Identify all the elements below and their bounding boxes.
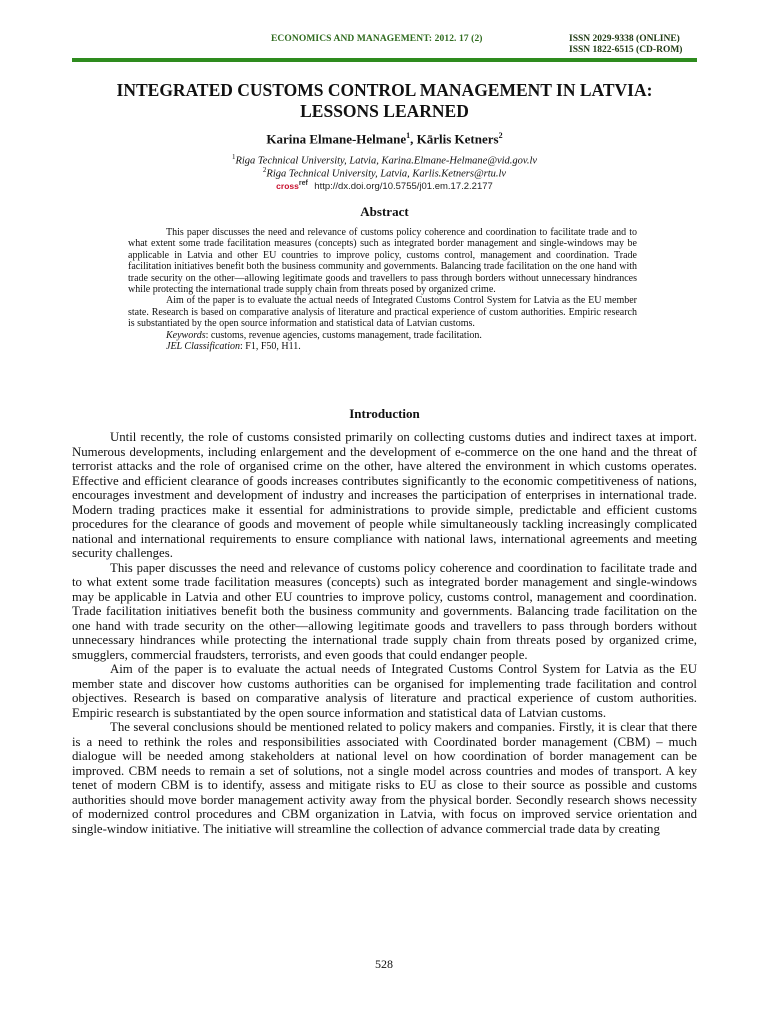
jel-text: : F1, F50, H11. bbox=[240, 341, 301, 353]
keywords-text: : customs, revenue agencies, customs management, trade facilitation. bbox=[205, 329, 482, 341]
affiliation-2 bbox=[72, 166, 697, 180]
affiliation-mark: 1 bbox=[231, 153, 236, 161]
running-header bbox=[0, 34, 768, 60]
doi-link[interactable]: http://dx.doi.org/10.5755/j01.em.17.2.2177 bbox=[314, 180, 493, 192]
author-list bbox=[72, 131, 697, 147]
abstract-paragraph: Aim of the paper is to evaluate the actual needs of Integrated Customs Control System for Latvia as the EU member state. Research is based on comparative analysis of literature and practical experience of custom authorities. Empiric research is substantiated by the open source information and statistical data of Latvian customs. bbox=[128, 295, 637, 330]
affiliation-1 bbox=[72, 153, 697, 167]
issn-cdrom: ISSN 1822-6515 (CD-ROM) bbox=[569, 45, 683, 55]
author-name: Kārlis Ketners bbox=[416, 131, 499, 147]
body-paragraph: The several conclusions should be mentioned related to policy makers and companies. Firstly, it is clear that there is a need to rethink the roles and responsibilities associated with Coordinated border management (CBM) – much dialogue will be needed among stakeholders at national level on how coordination of border management can be improved. CBM needs to remain a set of solutions, not a single model across countries and modes of transport. A key tenet of modern CBM is to identify, assess and mitigate risks to EU as close to their source as possible and customs authorities should move border management activity away from the physical border. Secondly research shows necessity of modernized control procedures and CBM organization in Latvia, with focus on improved service orientation and single-window initiative. The initiative will streamline the collection of advance commercial trade data by creating bbox=[72, 720, 697, 836]
abstract-paragraph: This paper discusses the need and relevance of customs policy coherence and coordination to facilitate trade and to what extent some trade facilitation measures (concepts) such as integrated border management and single-windows may be applicable in Latvia and other EU countries to improve policy, customs control, management and coordination. Trade facilitation initiatives benefit both the business community and governments. Balancing trade facilitation on the one hand with trade security on the other—allowing legitimate goods and travellers to pass through borders without unnecessary hindrances while protecting the international trade supply chain from threats posed by organized crime. bbox=[128, 227, 637, 296]
doi-line bbox=[72, 180, 697, 192]
author-affiliation-mark: 2 bbox=[498, 131, 503, 140]
header-rule bbox=[72, 58, 697, 62]
body-paragraph: Aim of the paper is to evaluate the actual needs of Integrated Customs Control System for Latvia as the EU member state and discover how customs authorities can be organised for implementing trade facilitation and control objectives. Research is based on comparative analysis of literature and practical experience of custom authorities. Empiric research is substantiated by the open source information and statistical data of Latvian customs. bbox=[72, 662, 697, 720]
title-line-2: LESSONS LEARNED bbox=[300, 101, 469, 121]
affiliation-mark: 2 bbox=[262, 166, 267, 174]
page-number: 528 bbox=[375, 957, 393, 971]
abstract-body bbox=[128, 227, 637, 352]
author-name: Karina Elmane-Helmane bbox=[266, 131, 407, 147]
crossref-logo: cross$^{ref}$ bbox=[276, 180, 308, 191]
introduction-heading: Introduction bbox=[349, 406, 420, 421]
body-paragraph: This paper discusses the need and relevance of customs policy coherence and coordination to facilitate trade and to what extent some trade facilitation measures (concepts) such as integrated border management and single-windows may be applicable in Latvia and other EU countries to improve policy, customs control, management and coordination. Trade facilitation initiatives benefit both the business community and governments. Balancing trade facilitation on the one hand with trade security on the other—allowing legitimate goods and travellers to pass through borders without unnecessary hindrances while protecting the international trade supply chain from threats posed by organized crime, smugglers, commercial fraudsters, terrorists, and even goods that could endanger people. bbox=[72, 560, 697, 662]
journal-name: ECONOMICS AND MANAGEMENT: 2012. 17 (2) bbox=[271, 34, 483, 44]
introduction-body bbox=[72, 430, 697, 836]
body-paragraph: Until recently, the role of customs consisted primarily on collecting customs duties and indirect taxes at import. Numerous developments, including enlargement and the development of e-commerce on the one hand and the threat of terrorist attacks and the role of organised crime on the other, have altered the environment in which customs operates. Effective and efficient clearance of goods increases contributes significantly to the economic competitiveness of nations, encourages investment and development of industry and increases the participation of enterprises in international trade. Modern trading practices make it essential for administrations to provide simple, predictable and efficient customs procedures for the clearance of goods and movement of people while simultaneously tackling increasingly complicated national and international requirements to ensure compliance with national laws, international agreements and meeting security challenges. bbox=[72, 430, 697, 560]
title-line-1: INTEGRATED CUSTOMS CONTROL MANAGEMENT IN LATVIA: bbox=[116, 80, 653, 100]
paper-title bbox=[72, 80, 697, 122]
issn-online: ISSN 2029-9338 (ONLINE) bbox=[569, 34, 680, 44]
author-separator: , bbox=[410, 131, 417, 147]
jel-line bbox=[128, 341, 637, 352]
keywords-line bbox=[128, 330, 637, 341]
abstract-heading: Abstract bbox=[360, 204, 409, 219]
author-affiliation-mark: 1 bbox=[406, 131, 411, 140]
issn-block bbox=[569, 34, 682, 56]
jel-label: JEL Classification bbox=[166, 341, 240, 353]
affiliation-text: Riga Technical University, Latvia, Karlis.Ketners@rtu.lv bbox=[266, 168, 507, 180]
affiliation-text: Riga Technical University, Latvia, Karina.Elmane-Helmane@vid.gov.lv bbox=[235, 155, 538, 167]
keywords-label: Keywords bbox=[166, 329, 206, 341]
